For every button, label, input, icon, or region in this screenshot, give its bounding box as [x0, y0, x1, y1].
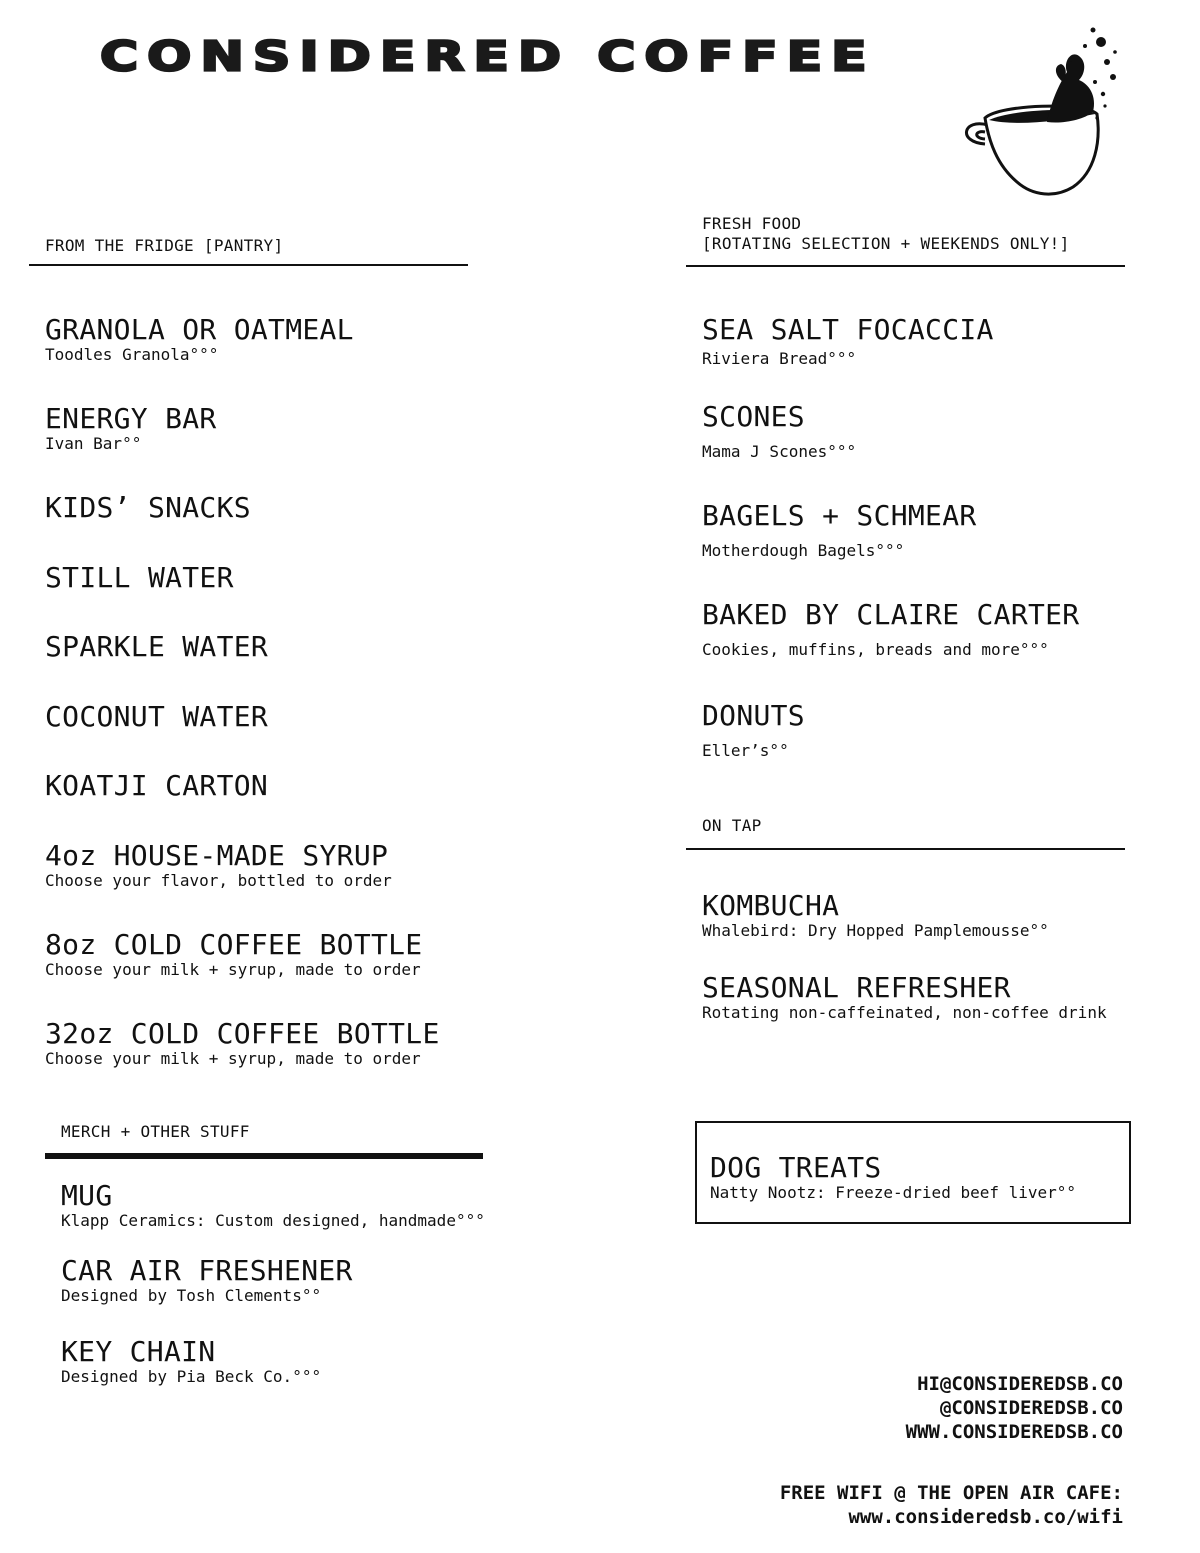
- item-description: Choose your flavor, bottled to order: [45, 871, 392, 890]
- item-name: KOATJI CARTON: [45, 769, 269, 802]
- menu-item: [61, 1336, 321, 1386]
- item-name: COCONUT WATER: [45, 700, 269, 733]
- item-name: STILL WATER: [45, 561, 234, 594]
- on-tap-divider: [686, 848, 1125, 850]
- merch-section-heading: MERCH + OTHER STUFF: [61, 1122, 250, 1141]
- item-description: Rotating non-caffeinated, non-coffee drink: [702, 1003, 1107, 1022]
- item-description: Klapp Ceramics: Custom designed, handmade°°°: [61, 1211, 485, 1230]
- menu-item: [702, 890, 1049, 940]
- item-description: Cookies, muffins, breads and more°°°: [702, 640, 1049, 659]
- contact-website[interactable]: WWW.CONSIDEREDSB.CO: [905, 1421, 1123, 1443]
- item-description: Toodles Granola°°°: [45, 345, 219, 364]
- item-description: Whalebird: Dry Hopped Pamplemousse°°: [702, 921, 1049, 940]
- item-name: KEY CHAIN: [61, 1335, 216, 1368]
- menu-item: [45, 701, 268, 733]
- menu-item: [45, 631, 268, 663]
- item-description: Natty Nootz: Freeze-dried beef liver°°: [710, 1183, 1077, 1202]
- item-name: ENERGY BAR: [45, 402, 217, 435]
- menu-item: [45, 770, 268, 802]
- wifi-block: [780, 1481, 1123, 1529]
- fresh-food-divider: [686, 265, 1125, 267]
- item-name: KOMBUCHA: [702, 889, 840, 922]
- menu-item: [45, 929, 422, 979]
- fresh-food-heading-title: FRESH FOOD: [702, 214, 802, 233]
- menu-item: [702, 972, 1107, 1022]
- item-description: Riviera Bread°°°: [702, 349, 857, 368]
- coffee-cup-splash-icon: [955, 22, 1125, 202]
- item-name: GRANOLA OR OATMEAL: [45, 313, 354, 346]
- menu-item: [702, 700, 805, 760]
- contact-email[interactable]: HI@CONSIDEREDSB.CO: [917, 1373, 1123, 1395]
- item-name: MUG: [61, 1179, 113, 1212]
- cafe-title: CONSIDERED COFFEE: [100, 34, 876, 81]
- item-description: Ivan Bar°°: [45, 434, 142, 453]
- menu-item: [710, 1152, 1076, 1202]
- menu-item: [45, 314, 354, 364]
- item-description: Designed by Tosh Clements°°: [61, 1286, 322, 1305]
- menu-item: [45, 403, 217, 453]
- contact-block: [906, 1372, 1123, 1444]
- item-name: BAKED BY CLAIRE CARTER: [702, 598, 1080, 631]
- item-name: DOG TREATS: [710, 1151, 882, 1184]
- item-name: SEA SALT FOCACCIA: [702, 313, 994, 346]
- item-name: 32oz COLD COFFEE BOTTLE: [45, 1017, 440, 1050]
- item-description: Choose your milk + syrup, made to order: [45, 1049, 421, 1068]
- menu-item: [61, 1180, 485, 1230]
- item-name: 8oz COLD COFFEE BOTTLE: [45, 928, 423, 961]
- fresh-food-section-heading: [702, 214, 1070, 254]
- fridge-divider: [29, 264, 468, 266]
- menu-item: [702, 500, 977, 560]
- menu-item: [45, 1018, 440, 1068]
- item-name: BAGELS + SCHMEAR: [702, 499, 977, 532]
- menu-item: [702, 314, 994, 368]
- item-name: 4oz HOUSE-MADE SYRUP: [45, 839, 389, 872]
- item-name: CAR AIR FRESHENER: [61, 1254, 353, 1287]
- item-description: Eller’s°°: [702, 741, 789, 760]
- menu-item: [45, 840, 392, 890]
- item-name: SCONES: [702, 400, 805, 433]
- merch-divider: [45, 1153, 483, 1159]
- fridge-section-heading: FROM THE FRIDGE [PANTRY]: [45, 236, 284, 255]
- item-name: KIDS’ SNACKS: [45, 491, 251, 524]
- menu-item: [702, 599, 1079, 659]
- on-tap-section-heading: ON TAP: [702, 816, 762, 835]
- item-name: SEASONAL REFRESHER: [702, 971, 1011, 1004]
- item-description: Mama J Scones°°°: [702, 442, 857, 461]
- fresh-food-heading-note: [ROTATING SELECTION + WEEKENDS ONLY!]: [702, 234, 1070, 253]
- menu-item: [702, 401, 856, 461]
- item-description: Designed by Pia Beck Co.°°°: [61, 1367, 322, 1386]
- contact-social-handle[interactable]: @CONSIDEREDSB.CO: [939, 1397, 1123, 1419]
- item-description: Motherdough Bagels°°°: [702, 541, 905, 560]
- menu-item: [61, 1255, 353, 1305]
- item-name: SPARKLE WATER: [45, 630, 269, 663]
- wifi-link[interactable]: www.consideredsb.co/wifi: [848, 1506, 1123, 1528]
- item-name: DONUTS: [702, 699, 805, 732]
- item-description: Choose your milk + syrup, made to order: [45, 960, 421, 979]
- wifi-label: FREE WIFI @ THE OPEN AIR CAFE:: [779, 1482, 1123, 1504]
- menu-item: [45, 492, 251, 524]
- menu-item: [45, 562, 234, 594]
